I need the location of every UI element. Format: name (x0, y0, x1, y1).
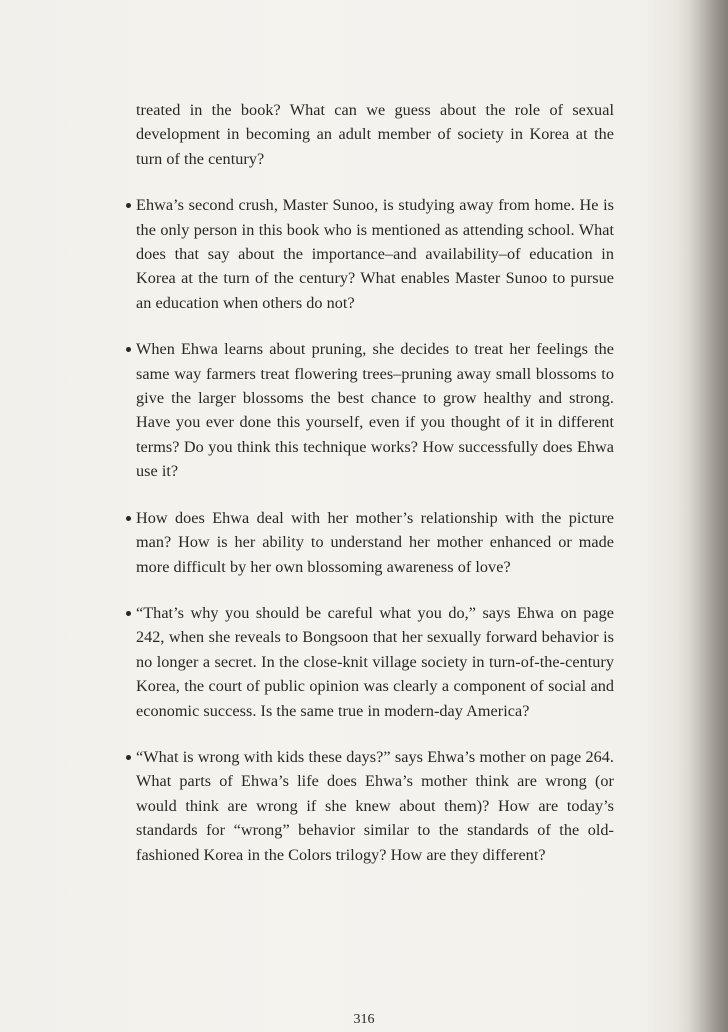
discussion-question (136, 193, 614, 315)
question-text: “What is wrong with kids these days?” says Ehwa’s mother on page 264. What parts of Ehwa’s life does Ehwa’s mother think are wrong (or would think are wrong if she knew about them)? How are today’s standards for “wrong” behavior similar to the standards of the old-fashioned Korea in the Colors trilogy? How are they different? (136, 747, 614, 864)
discussion-question (136, 506, 614, 579)
bullet-icon (126, 347, 131, 352)
question-text: When Ehwa learns about pruning, she decides to treat her feelings the same way farmers treat flowering trees–pruning away small blossoms to give the larger blossoms the best chance to grow healthy and strong. Have you ever done this yourself, even if you thought of it in different terms? Do you think this technique works? How successfully does Ehwa use it? (136, 340, 614, 481)
page-content (136, 98, 614, 889)
discussion-question (136, 601, 614, 723)
bullet-icon (126, 611, 131, 616)
question-text: “That’s why you should be careful what you do,” says Ehwa on page 242, when she reveals to Bongsoon that her sexually forward behavior is no longer a secret. In the close-knit village society in turn-of-the-century Korea, the court of public opinion was clearly a component of social and economic success. Is the same true in modern-day America? (136, 603, 614, 720)
question-text: How does Ehwa deal with her mother’s relationship with the picture man? How is her ability to understand her mother enhanced or made more difficult by her own blossoming awareness of love? (136, 508, 614, 576)
discussion-question (136, 745, 614, 867)
bullet-icon (126, 516, 131, 521)
continued-paragraph: treated in the book? What can we guess about the role of sexual development in becoming an adult member of society in Korea at the turn of the century? (136, 101, 614, 168)
bullet-icon (126, 203, 131, 208)
discussion-question (136, 337, 614, 483)
question-text: Ehwa’s second crush, Master Sunoo, is studying away from home. He is the only person in this book who is mentioned as attending school. What does that say about the importance–and availability–of education in Korea at the turn of the century? What enables Master Sunoo to pursue an education when others do not? (136, 196, 614, 312)
spine-shadow (688, 0, 728, 1032)
page-number: 316 (353, 1012, 375, 1027)
bullet-icon (126, 755, 131, 760)
